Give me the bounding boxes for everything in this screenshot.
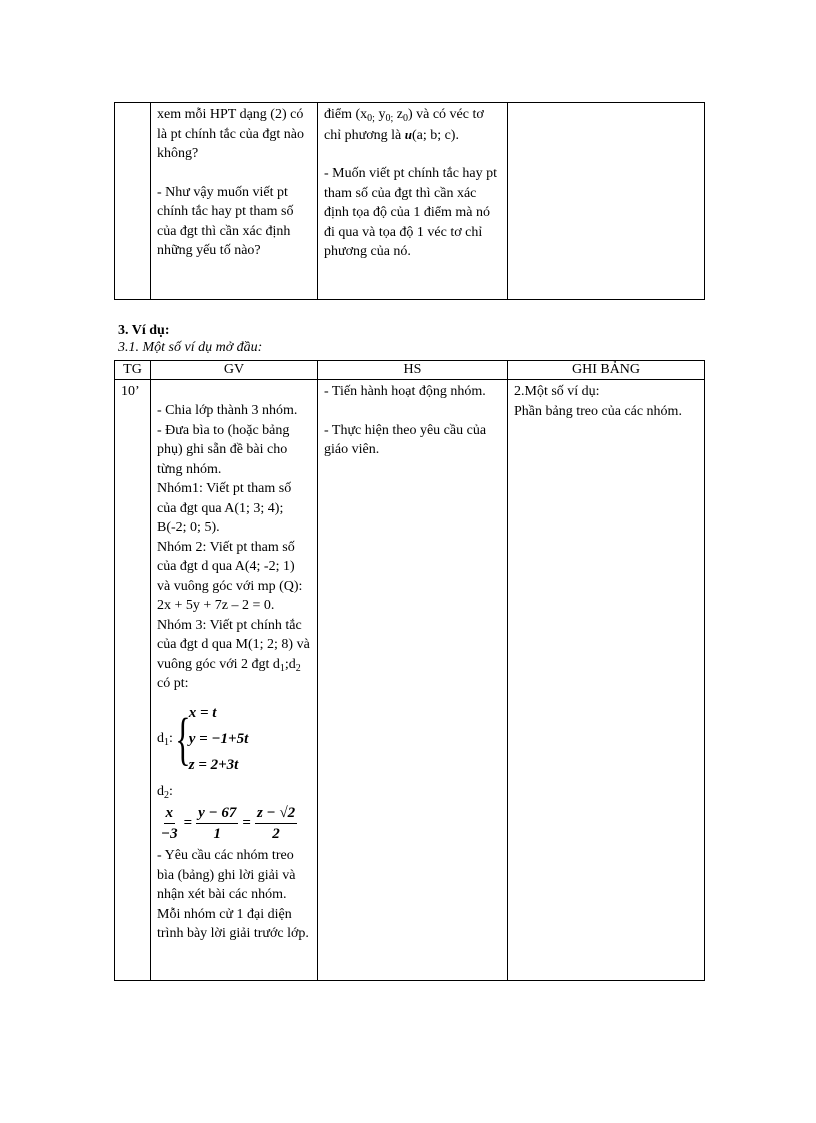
d1-equation-system: [157, 700, 311, 778]
hs-cell: [318, 380, 508, 981]
gv-line: - Yêu cầu các nhóm treo bìa (bảng) ghi lời giải và nhận xét bài các nhóm. Mỗi nhóm cử 1 đại diện trình bày lời giải trước lớp.: [157, 848, 309, 941]
gv-line: Nhóm 3: Viết pt chính tắc của đgt d qua M(1; 2; 8) và vuông góc với 2 đgt $d_1;d_2$ có pt:: [157, 617, 310, 691]
tg-cell: [115, 103, 151, 300]
ghi-bang-line: Phần bảng treo của các nhóm.: [514, 403, 682, 419]
header-gv: GV: [151, 361, 318, 380]
gv-question: xem mỗi HPT dạng (2) có là pt chính tắc của đgt nào không?: [157, 107, 304, 161]
header-hs: HS: [318, 361, 508, 380]
table-row: [115, 103, 705, 300]
ghi-bang-line: 2.Một số ví dụ:: [514, 384, 600, 399]
d1-eq-z: z = 2+3t: [188, 756, 239, 773]
header-ghi-bang: GHI BẢNG: [508, 361, 705, 380]
gv-line: - Chia lớp thành 3 nhóm.: [157, 403, 298, 418]
d1-eq-y: y = −1+5t: [188, 730, 249, 747]
d1-label: $d_1$:: [157, 730, 173, 748]
hs-line: - Thực hiện theo yêu cầu của giáo viên.: [324, 422, 487, 457]
gv-line: Nhóm 2: Viết pt tham số của đgt d qua A(4; -2; 1) và vuông góc với mp (Q): 2x + 5y + 7z – 2 = 0.: [157, 539, 303, 613]
fraction: $\frac{y - 67}{1}$: [198, 805, 237, 842]
hs-answer-elements: - Muốn viết pt chính tắc hay pt tham số của đgt thì cần xác định tọa độ của 1 điểm mà nó đi qua và tọa độ 1 véc tơ chỉ phương của nó.: [324, 166, 498, 259]
section-heading: 3. Ví dụ:: [118, 323, 170, 338]
subsection-heading: 3.1. Một số ví dụ mở đầu:: [118, 340, 263, 355]
vector-u-symbol: u: [404, 126, 412, 142]
d1-eq-x: x = t: [188, 704, 217, 721]
hs-cell: [318, 103, 508, 300]
ghi-bang-cell: [508, 103, 705, 300]
d2-equation: $\frac{x}{-3}$ = $\frac{y - 67}{1}$ = $\frac{z - √2}{2}$: [161, 805, 296, 842]
table-header-row: [115, 361, 705, 380]
hs-answer-point: điểm ($x_{0;}$ $y_{0;}$ $z_0$) và có véc tơ chỉ phương là u(a; b; c).: [324, 107, 484, 143]
fraction: $\frac{x}{-3}$: [161, 805, 178, 842]
lesson-table: [114, 360, 705, 981]
gv-line: - Đưa bìa to (hoặc bảng phụ) ghi sẵn đề bài cho từng nhóm.: [157, 422, 290, 477]
brace-symbol: {: [175, 705, 191, 771]
ghi-bang-cell: [508, 380, 705, 981]
gv-line: Nhóm1: Viết pt tham số của đgt qua A(1; 3; 4); B(-2; 0; 5).: [157, 481, 292, 535]
header-tg: TG: [115, 361, 151, 380]
gv-cell: [151, 380, 318, 981]
d2-label: $d_2$:: [157, 783, 173, 801]
continuation-table: [114, 102, 705, 300]
table-row: [115, 380, 705, 981]
gv-cell: [151, 103, 318, 300]
tg-value: 10’: [115, 380, 151, 981]
hs-line: - Tiến hành hoạt động nhóm.: [324, 384, 486, 399]
fraction: $\frac{z - √2}{2}$: [256, 805, 296, 842]
gv-prompt: - Như vậy muốn viết pt chính tắc hay pt tham số của đgt thì cần xác định những yếu tố nào?: [157, 184, 294, 258]
